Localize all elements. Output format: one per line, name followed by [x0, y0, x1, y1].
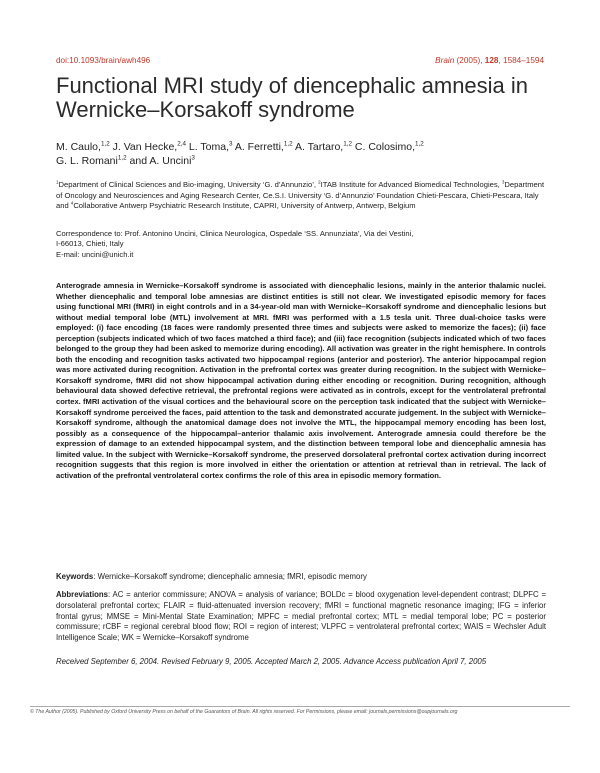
abbreviations-text: : AC = anterior commissure; ANOVA = analysis of variance; BOLDc = blood oxygenation level-dependent contrast; DLPFC = dorsolateral prefrontal cortex; FLAIR = fluid-attenuated inversion recovery; fMRI = functional magnetic resonance imaging; IFG = inferior frontal gyrus; MMSE = Mini-Mental State Examination; MPFC = medial prefrontal cortex; MTL = medial temporal lobe; PC = posterior commissure; rCBF = regional cerebral blood flow; ROI = region of interest; VLPFC = ventrolateral prefrontal cortex; WAIS = Wechsler Adult Intelligence Scale; WK = Wernicke–Korsakoff syndrome	[56, 590, 546, 643]
journal-name: Brain	[435, 56, 455, 65]
affiliation-4: Collaborative Antwerp Psychiatric Research Institute, CAPRI, University of Antwerp, Antwerp, Belgium	[73, 201, 416, 211]
article-title	[56, 74, 556, 122]
journal-year: (2005),	[454, 56, 485, 65]
journal-citation	[435, 56, 544, 65]
affiliation-2: ITAB Institute for Advanced Biomedical Technologies,	[320, 180, 502, 189]
author: G. L. Romani$^{1,2}$	[56, 154, 127, 167]
affiliations: $^1$Department of Clinical Sciences and Bio-imaging, University ‘G. d’Annunzio’, $^2$ITAB Institute for Advanced Biomedical Technologies, $^3$Department of Oncology and Neurosciences and Aging Research Center, Ce.S.I. University ‘G. d’Annunzio’ Foundation Chieti-Pescara, Chieti-Pescara, Italy and $^4$Collaborative Antwerp Psychiatric Research Institute, CAPRI, University of Antwerp, Antwerp, Belgium	[56, 179, 545, 211]
email-link[interactable]: uncini@unich.it	[81, 249, 134, 259]
author: L. Toma,$^3$	[188, 140, 233, 153]
author: M. Caulo,$^{1,2}$	[56, 140, 110, 153]
author: C. Colosimo,$^{1,2}$	[354, 140, 424, 153]
correspondence-email: E-mail: uncini@unich.it	[56, 249, 134, 259]
running-header	[56, 56, 544, 68]
doi-link[interactable]: doi:10.1093/brain/awh496	[56, 56, 151, 65]
abbreviations-label: Abbreviations	[56, 590, 108, 599]
copyright-footer: © The Author (2005). Published by Oxford University Press on behalf of the Guarantors of Brain. All rights reserved. For Permissions, please email: journals.permissions@oupjournals.org	[30, 709, 458, 715]
keywords-label: Keywords	[56, 572, 94, 581]
correspondence	[56, 229, 456, 260]
author: and A. Uncini$^3$	[129, 154, 195, 167]
footer-divider	[30, 706, 570, 707]
title-line-2: Wernicke–Korsakoff syndrome	[56, 97, 355, 122]
journal-volume: 128	[484, 56, 499, 65]
keywords	[56, 572, 546, 583]
abstract: Anterograde amnesia in Wernicke–Korsakoff syndrome is associated with diencephalic lesions, mainly in the anterior thalamic nuclei. Whether diencephalic and temporal lobe amnesias are distinct entities is still not clear. We investigated episodic memory for faces using functional MRI (fMRI) in eight controls and in a 34-year-old man with Wernicke–Korsakoff syndrome and diencephalic lesions but without medial temporal lobe (MTL) involvement at MRI. fMRI was performed with a 1.5 tesla unit. Three dual-choice tasks were employed: (i) face encoding (18 faces were randomly presented three times and subjects were asked to memorize the faces); (ii) face perception (subjects indicated which of two faces matched a third face); and (iii) face recognition (subjects indicated which of two faces belonged to the group they had been asked to memorize during encoding). All activation was greater in the right hemisphere. In controls both the encoding and recognition tasks activated two hippocampal regions (anterior and posterior). The anterior hippocampal region was more activated during recognition. Activation in the prefrontal cortex was greater during recognition. In the subject with Wernicke–Korsakoff syndrome, fMRI did not show hippocampal activation during either encoding or recognition. During recognition, although behavioural data showed defective retrieval, the prefrontal regions were activated as in controls, except for the ventrolateral prefrontal cortex. fMRI activation of the visual cortices and the behavioural score on the perception task indicated that the subject with Wernicke–Korsakoff syndrome perceived the faces, paid attention to the task and demonstrated accurate judgement. In the subject with Wernicke–Korsakoff syndrome, although the anatomical damage does not involve the MTL, the hippocampal memory encoding has been lost, possibly as a consequence of the hippocampal–anterior thalamic axis involvement. Anterograde amnesia could therefore be the expression of damage to an extended hippocampal system, and the distinction between temporal lobe and diencephalic amnesia has limited value. In the subject with Wernicke–Korsakoff syndrome, the preserved dorsolateral prefrontal cortex activation during incorrect recognition suggests that this region is more involved in either the orientation or attention at retrieval than in retrieval. The lack of activation of the prefrontal ventrolateral cortex confirms the role of this area in episodic memory formation.	[56, 281, 546, 480]
affiliation-1: Department of Clinical Sciences and Bio-imaging, University ‘G. d’Annunzio’,	[58, 180, 319, 189]
title-line-1: Functional MRI study of diencephalic amnesia in	[56, 73, 529, 98]
abbreviations	[56, 590, 546, 644]
correspondence-line-1: Correspondence to: Prof. Antonino Uncini, Clinica Neurologica, Ospedale ‘SS. Annunziata’, Via dei Vestini,	[56, 229, 414, 238]
author: J. Van Hecke,$^{2,4}$	[112, 140, 186, 153]
correspondence-line-2: I-66013, Chieti, Italy	[56, 239, 124, 249]
author-list	[56, 140, 536, 168]
publication-history: Received September 6, 2004. Revised February 9, 2005. Accepted March 2, 2005. Advance Access publication April 7, 2005	[56, 657, 487, 666]
journal-pages: , 1584–1594	[498, 56, 544, 65]
keywords-text: : Wernicke–Korsakoff syndrome; diencephalic amnesia; fMRI, episodic memory	[93, 572, 367, 581]
author: A. Ferretti,$^{1,2}$	[234, 140, 293, 153]
affiliation-3: Department of Oncology and Neurosciences and Aging Research Center, Ce.S.I. University ‘G. d’Annunzio’ Foundation Chieti-Pescara, Chieti-Pescara, Italy and	[56, 180, 545, 211]
author: A. Tartaro,$^{1,2}$	[294, 140, 352, 153]
